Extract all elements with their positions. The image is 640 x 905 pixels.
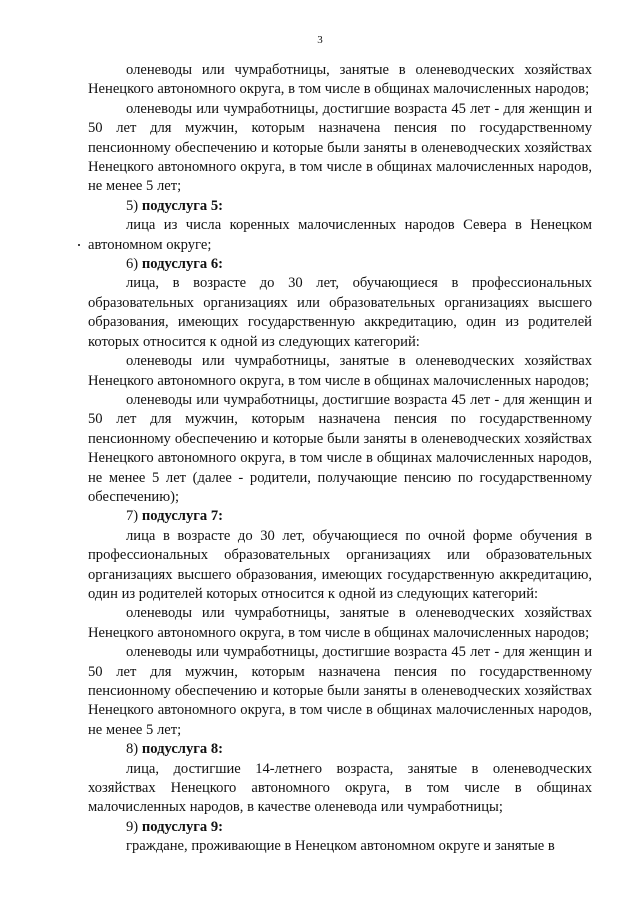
- subservice-heading: [88, 255, 592, 274]
- subservice-number: 9): [126, 818, 142, 835]
- subservice-label: подуслуга 9:: [141, 818, 224, 835]
- body-paragraph: оленеводы или чумработницы, достигшие возраста 45 лет - для женщин и 50 лет для мужчин, которым назначена пенсия по государственному пенсионному обеспечению и которые были заняты в оленеводческих хозяйствах Ненецкого автономного округа, в том числе в общинах малочисленных народов, не менее 5 лет;: [88, 644, 592, 738]
- body-paragraph: оленеводы или чумработницы, занятые в оленеводческих хозяйствах Ненецкого автономного округа, в том числе в общинах малочисленных народов;: [88, 353, 592, 389]
- subservice-heading: [88, 197, 592, 216]
- body-paragraph: оленеводы или чумработницы, достигшие возраста 45 лет - для женщин и 50 лет для мужчин, которым назначена пенсия по государственному пенсионному обеспечению и которые были заняты в оленеводческих хозяйствах Ненецкого автономного округа, в том числе в общинах малочисленных народов, не менее 5 лет (далее - родители, получающие пенсию по государственному обеспечению);: [88, 391, 592, 505]
- subservice-number: 6): [126, 256, 142, 273]
- subservice-number: 5): [126, 197, 142, 214]
- body-paragraph: лица в возрасте до 30 лет, обучающиеся по очной форме обучения в профессиональных образовательных организациях или образовательных организациях высшего образования, имеющих государственную аккредитацию, один из родителей которых относится к одной из следующих категорий:: [88, 527, 592, 602]
- subservice-number: 7): [126, 508, 142, 525]
- scan-speck: [78, 244, 80, 246]
- subservice-label: подуслуга 5:: [141, 197, 224, 214]
- body-paragraph: лица из числа коренных малочисленных народов Севера в Ненецком автономном округе;: [88, 217, 592, 253]
- body-paragraph: оленеводы или чумработницы, занятые в оленеводческих хозяйствах Ненецкого автономного округа, в том числе в общинах малочисленных народов;: [88, 62, 592, 98]
- subservice-heading: [88, 740, 592, 759]
- subservice-number: 8): [126, 741, 142, 758]
- page-number: 3: [317, 34, 323, 46]
- document-body: [88, 61, 592, 857]
- body-paragraph: оленеводы или чумработницы, занятые в оленеводческих хозяйствах Ненецкого автономного округа, в том числе в общинах малочисленных народов;: [88, 605, 592, 641]
- body-paragraph: граждане, проживающие в Ненецком автономном округе и занятые в: [126, 838, 555, 855]
- subservice-label: подуслуга 8:: [141, 741, 224, 758]
- subservice-label: подуслуга 7:: [141, 508, 224, 525]
- body-paragraph: лица, в возрасте до 30 лет, обучающиеся в профессиональных образовательных организациях или образовательных организациях высшего образования, имеющих государственную аккредитацию, один из родителей которых относится к одной из следующих категорий:: [88, 275, 592, 350]
- subservice-label: подуслуга 6:: [141, 256, 224, 273]
- body-paragraph: лица, достигшие 14-летнего возраста, занятые в оленеводческих хозяйствах Ненецкого автономного округа, в том числе в общинах малочисленных народов, в качестве оленевода или чумработницы;: [88, 760, 592, 816]
- subservice-heading: [88, 507, 592, 526]
- body-paragraph: оленеводы или чумработницы, достигшие возраста 45 лет - для женщин и 50 лет для мужчин, которым назначена пенсия по государственному пенсионному обеспечению и которые были заняты в оленеводческих хозяйствах Ненецкого автономного округа, в том числе в общинах малочисленных народов, не менее 5 лет;: [88, 100, 592, 195]
- subservice-heading: [88, 818, 592, 837]
